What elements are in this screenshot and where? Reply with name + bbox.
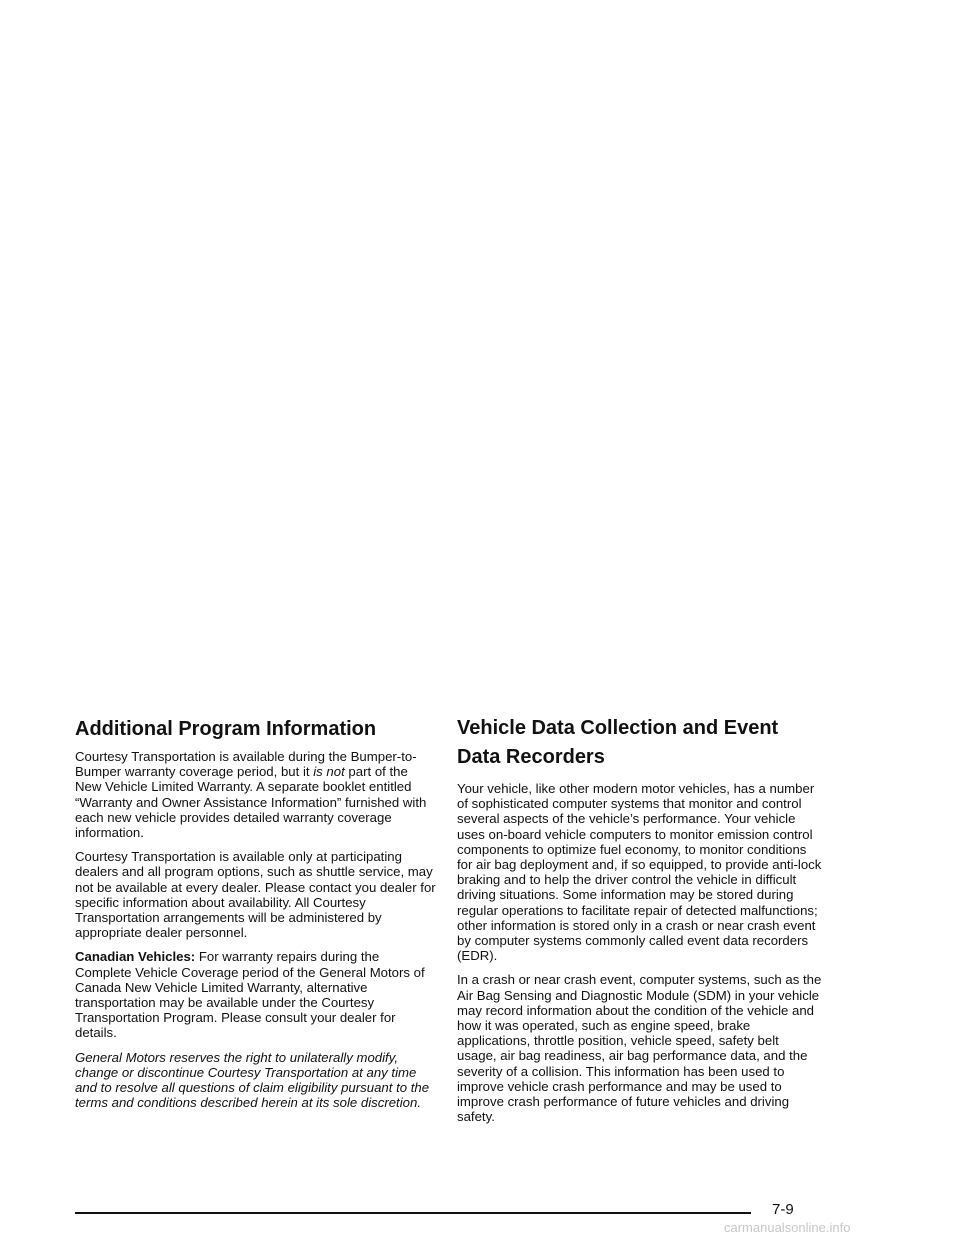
footer-rule xyxy=(75,1212,751,1214)
paragraph-participating-dealers: Courtesy Transportation is available only at participating dealers and all program options, such as shuttle service, may not be available at every dealer. Please contact you dealer for specific information about availability. All Courtesy Transportation arrangements will be administered by appropriate dealer personnel. xyxy=(75,849,436,941)
left-column xyxy=(75,716,437,1119)
text-segment: part of the New Vehicle Limited Warranty. A separate booklet entitled “Warranty and Owner Assistance Information” furnished with each new vehicle provides detailed warranty coverage information. xyxy=(75,764,427,841)
paragraph-canadian-vehicles xyxy=(75,949,437,1040)
lead-label: Canadian Vehicles: xyxy=(75,949,196,965)
text-segment: For warranty repairs during the Complete Vehicle Coverage period of the General Motors of Canada New Vehicle Limited Warranty, alternative transportation may be available under the Courtesy Transportation Program. Please consult your dealer for details. xyxy=(75,949,425,1041)
paragraph-crash-event: In a crash or near crash event, computer systems, such as the Air Bag Sensing and Diagnostic Module (SDM) in your vehicle may record information about the condition of the vehicle and how it was operated, such as engine speed, brake applications, throttle position, vehicle speed, safety belt usage, air bag readiness, air bag performance data, and the severity of a collision. This information has been used to improve vehicle crash performance and may be used to improve crash performance of future vehicles and driving safety. xyxy=(457,972,822,1125)
paragraph-courtesy-availability xyxy=(75,749,437,840)
emphasis-text: is not xyxy=(313,764,345,780)
paragraph-gm-disclaimer: General Motors reserves the right to unilaterally modify, change or discontinue Courtesy Transportation at any time and to resolve all questions of claim eligibility pursuant to the terms and conditions described herein at its sole discretion. xyxy=(75,1049,430,1111)
watermark-text: carmanualsonline.info xyxy=(724,1220,851,1235)
right-column xyxy=(457,716,822,1133)
paragraph-computer-systems: Your vehicle, like other modern motor vehicles, has a number of sophisticated computer systems that monitor and control several aspects of the vehicle’s performance. Your vehicle uses on-board vehicle computers to monitor emission control components to optimize fuel economy, to monitor conditions for air bag deployment and, if so equipped, to provide anti-lock braking and to help the driver control the vehicle in difficult driving situations. Some information may be stored during regular operations to facilitate repair of detected malfunctions; other information is stored only in a crash or near crash event by computer systems commonly called event data recorders (EDR). xyxy=(457,781,822,964)
text-segment: Courtesy Transportation is available during the Bumper-to-Bumper warranty coverage period, but it xyxy=(75,749,417,780)
section-heading-additional-program: Additional Program Information xyxy=(75,718,377,740)
page-number: 7-9 xyxy=(772,1201,794,1218)
section-heading-vehicle-data: Vehicle Data Collection and Event Data Recorders xyxy=(457,717,779,768)
